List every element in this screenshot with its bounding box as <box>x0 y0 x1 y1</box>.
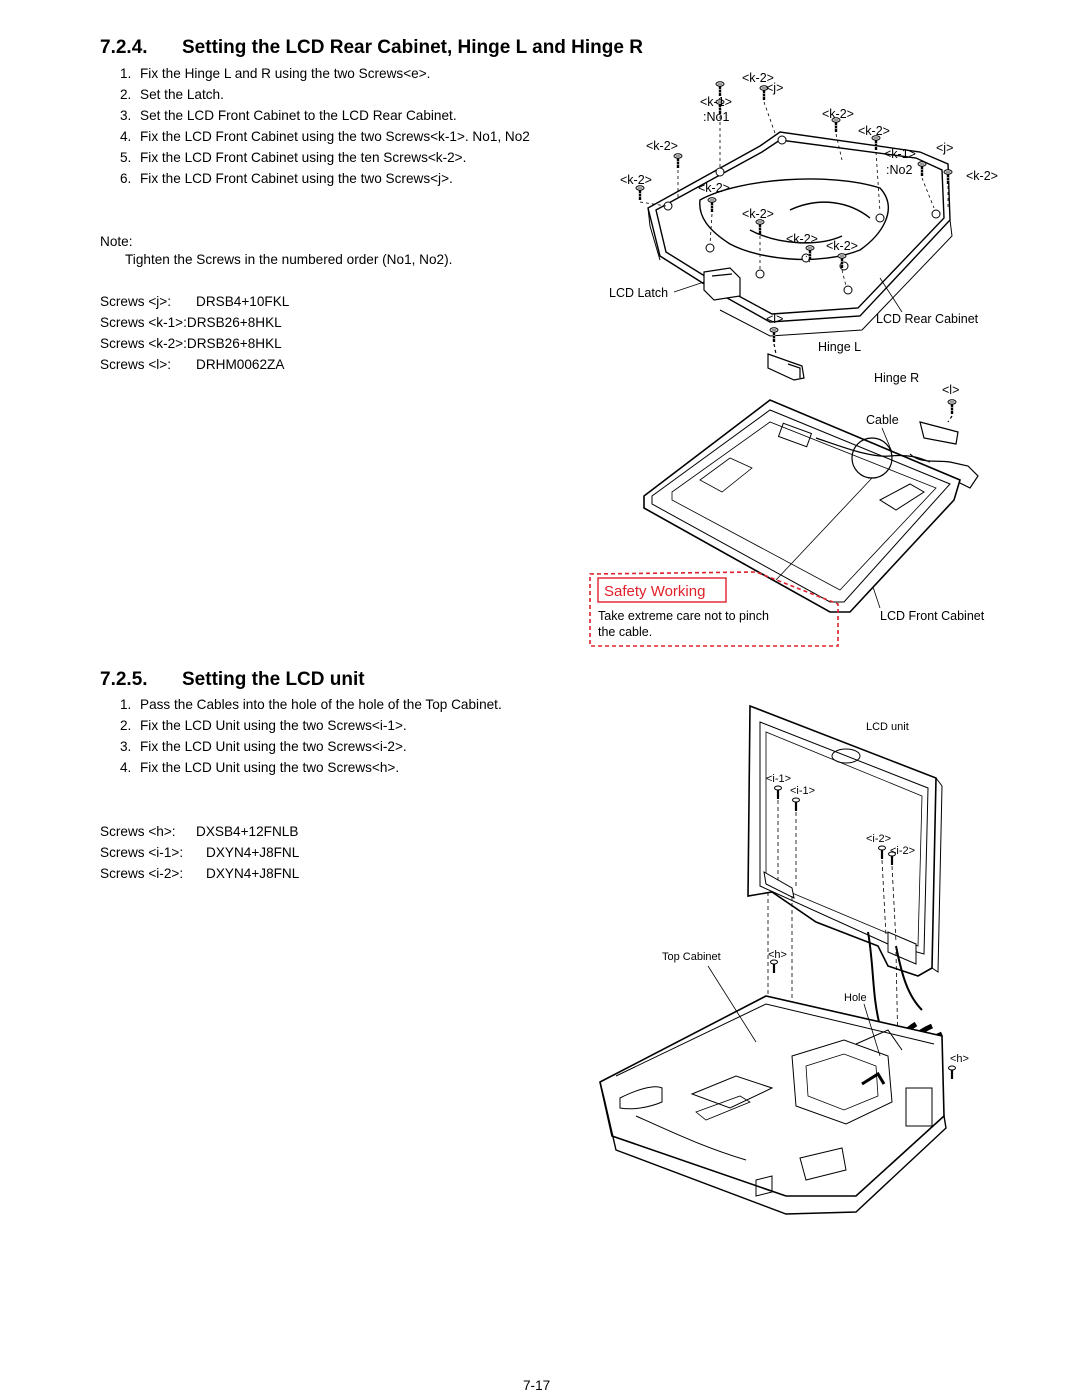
label-k2: <k-2> <box>646 139 678 153</box>
step-item: 5. Fix the LCD Front Cabinet using the ten Screws<k-2>. <box>120 150 467 165</box>
note-label: Note: <box>100 234 133 249</box>
step-item: 1. Pass the Cables into the hole of the hole of the Top Cabinet. <box>120 697 502 712</box>
lcd-rear-cabinet-figure <box>580 60 1020 660</box>
label-j: <j> <box>766 81 784 95</box>
step-text: Fix the LCD Unit using the two Screws<i-2>. <box>140 739 407 754</box>
step-text: Pass the Cables into the hole of the hole of the Top Cabinet. <box>140 697 502 712</box>
label-l: <l> <box>766 312 784 326</box>
top-cabinet-drawing <box>600 996 946 1214</box>
label-l: <l> <box>942 383 960 397</box>
step-item: 1. Fix the Hinge L and R using the two Screws<e>. <box>120 66 431 81</box>
label-hinge-l: Hinge L <box>818 340 862 354</box>
section-725-heading: Setting the LCD unit <box>182 669 365 690</box>
step-text: Fix the LCD Unit using the two Screws<h>. <box>140 760 400 775</box>
note-text: Tighten the Screws in the numbered order (No1, No2). <box>125 252 453 267</box>
label-no2: :No2 <box>886 163 913 177</box>
label-hinge-r: Hinge R <box>874 371 920 385</box>
step-text: Set the Latch. <box>140 87 224 102</box>
step-text: Fix the LCD Unit using the two Screws<i-1>. <box>140 718 407 733</box>
label-h: <h> <box>768 949 787 961</box>
hinge-l-drawing <box>768 328 804 380</box>
label-k1: <k-1> <box>700 95 732 109</box>
screw-spec-list <box>100 821 299 884</box>
safety-working-text-2: the cable. <box>598 625 653 639</box>
step-item: 2. Fix the LCD Unit using the two Screws<i-1>. <box>120 718 407 733</box>
step-text: Fix the LCD Front Cabinet using the two Screws<j>. <box>140 171 453 186</box>
label-k2: <k-2> <box>620 173 652 187</box>
step-text: Fix the LCD Front Cabinet using the two Screws<k-1>. No1, No2 <box>140 129 530 144</box>
step-text: Fix the Hinge L and R using the two Screws<e>. <box>140 66 431 81</box>
label-lcd-latch: LCD Latch <box>609 286 669 300</box>
section-724-heading: Setting the LCD Rear Cabinet, Hinge L and Hinge R <box>182 37 643 58</box>
page-number: 7-17 <box>523 1378 551 1393</box>
lcd-latch-drawing <box>704 268 740 300</box>
step-text: Fix the LCD Front Cabinet using the ten Screws<k-2>. <box>140 150 467 165</box>
safety-working-text: Take extreme care not to pinch <box>598 609 769 623</box>
step-text: Set the LCD Front Cabinet to the LCD Rear Cabinet. <box>140 108 457 123</box>
label-k2: <k-2> <box>786 232 818 246</box>
label-k2: <k-2> <box>858 124 890 138</box>
label-j: <j> <box>936 141 954 155</box>
section-724-title <box>100 37 643 59</box>
label-k2: <k-2> <box>742 207 774 221</box>
screw-spec: Screws <i-2>: DXYN4+J8FNL <box>100 866 300 881</box>
screw-spec-list <box>100 291 289 375</box>
label-i2: <i-2> <box>866 833 892 845</box>
section-725-number: 7.2.5. <box>100 669 148 690</box>
screw-spec: Screws <k-2>:DRSB26+8HKL <box>100 336 282 351</box>
step-item: 4. Fix the LCD Front Cabinet using the two Screws<k-1>. No1, No2 <box>120 129 530 144</box>
screw-spec: Screws <i-1>: DXYN4+J8FNL <box>100 845 300 860</box>
lcd-unit-figure <box>596 696 996 1306</box>
label-k2: <k-2> <box>822 107 854 121</box>
label-i2: <i-2> <box>890 845 916 857</box>
section-724-number: 7.2.4. <box>100 37 148 58</box>
screw-spec: Screws <h>: DXSB4+12FNLB <box>100 824 299 839</box>
label-cable: Cable <box>866 413 899 427</box>
label-k2: <k-2> <box>742 71 774 85</box>
label-lcd-front-cabinet: LCD Front Cabinet <box>880 609 985 623</box>
lcd-unit-drawing <box>748 706 942 976</box>
step-item: 6. Fix the LCD Front Cabinet using the two Screws<j>. <box>120 171 453 186</box>
label-i1: <i-1> <box>766 773 792 785</box>
label-k2: <k-2> <box>826 239 858 253</box>
screw-spec: Screws <j>: DRSB4+10FKL <box>100 294 290 309</box>
label-hole: Hole <box>844 992 867 1004</box>
safety-working-title: Safety Working <box>604 583 706 600</box>
screw-spec: Screws <k-1>:DRSB26+8HKL <box>100 315 282 330</box>
section-725-steps <box>100 694 543 778</box>
label-k1: <k-1> <box>884 147 916 161</box>
label-h: <h> <box>950 1053 969 1065</box>
step-item: 3. Set the LCD Front Cabinet to the LCD Rear Cabinet. <box>120 108 457 123</box>
step-item: 3. Fix the LCD Unit using the two Screws<i-2>. <box>120 739 407 754</box>
label-lcd-unit: LCD unit <box>866 721 909 733</box>
section-724-steps <box>100 63 543 189</box>
label-no1: :No1 <box>703 110 730 124</box>
label-k2: <k-2> <box>966 169 998 183</box>
label-i1: <i-1> <box>790 785 816 797</box>
screw-spec: Screws <l>: DRHM0062ZA <box>100 357 285 372</box>
label-lcd-rear-cabinet: LCD Rear Cabinet <box>876 312 979 326</box>
section-725-title <box>100 669 365 691</box>
label-k2: <k-2> <box>698 181 730 195</box>
label-top-cabinet: Top Cabinet <box>662 951 721 963</box>
step-item: 2. Set the Latch. <box>120 87 224 102</box>
step-item: 4. Fix the LCD Unit using the two Screws<h>. <box>120 760 400 775</box>
